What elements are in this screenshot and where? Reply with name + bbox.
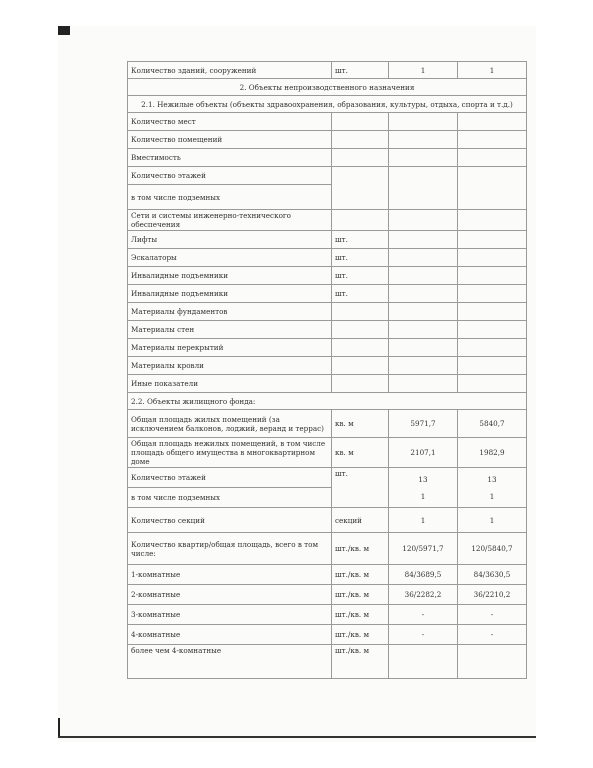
row-label: Количество этажей [128, 167, 332, 185]
unit-cell: шт./кв. м [332, 533, 389, 565]
page-edge [58, 736, 536, 738]
underground-floors-value: 1 [489, 491, 495, 501]
value-cell: 1 [458, 508, 527, 533]
table-row [128, 565, 527, 585]
table-row [128, 625, 527, 645]
row-label: Общая площадь жилых помещений (за исключением балконов, лоджий, веранд и террас) [128, 410, 332, 438]
floors-value: 13 [418, 474, 428, 484]
unit-cell: шт. [332, 231, 389, 249]
row-label: Количество секций [128, 508, 332, 533]
unit-cell: секций [332, 508, 389, 533]
row-label: Общая площадь нежилых помещений, в том числе площадь общего имущества в многоквартирном доме [128, 438, 332, 468]
row-label: Количество помещений [128, 131, 332, 149]
row-label: Вместимость [128, 149, 332, 167]
row-label: Материалы перекрытий [128, 339, 332, 357]
value-cell: 1982,9 [458, 438, 527, 468]
row-label: Эскалаторы [128, 249, 332, 267]
value-cell: 1 [389, 508, 458, 533]
subsection-title: 2.1. Нежилые объекты (объекты здравоохранения, образования, культуры, отдыха, спорта и т.д.) [128, 96, 527, 113]
value-cell [458, 468, 527, 508]
table-row [128, 468, 527, 488]
unit-cell: шт. [332, 468, 389, 508]
value-cell: 1 [458, 62, 527, 79]
building-characteristics-table [127, 61, 527, 679]
unit-cell [332, 303, 389, 321]
subsection-title: 2.2. Объекты жилищного фонда: [128, 393, 527, 410]
table-row [128, 508, 527, 533]
row-label: Количество квартир/общая площадь, всего в том числе: [128, 533, 332, 565]
unit-cell [332, 375, 389, 393]
table-row [128, 410, 527, 438]
row-label: более чем 4-комнатные [128, 645, 332, 679]
value-cell: 120/5840,7 [458, 533, 527, 565]
unit-cell: кв. м [332, 438, 389, 468]
unit-cell [332, 339, 389, 357]
section-title: 2. Объекты непроизводственного назначения [128, 79, 527, 96]
value-cell: 84/3630,5 [458, 565, 527, 585]
table-row [128, 339, 527, 357]
value-cell: - [389, 605, 458, 625]
table-row [128, 231, 527, 249]
section-title-row [128, 96, 527, 113]
table-row [128, 645, 527, 679]
section-title-row [128, 393, 527, 410]
table-row [128, 167, 527, 185]
row-label: Лифты [128, 231, 332, 249]
table-row [128, 210, 527, 231]
floors-value: 13 [487, 474, 497, 484]
row-label: Материалы кровли [128, 357, 332, 375]
table-row [128, 249, 527, 267]
unit-cell [332, 357, 389, 375]
unit-cell [332, 321, 389, 339]
row-label: Сети и системы инженерно-технического обеспечения [128, 210, 332, 231]
unit-cell: шт./кв. м [332, 565, 389, 585]
table-row [128, 321, 527, 339]
table-row [128, 357, 527, 375]
row-label: Иные показатели [128, 375, 332, 393]
table-row [128, 149, 527, 167]
row-label: Инвалидные подъемники [128, 285, 332, 303]
row-label: Материалы стен [128, 321, 332, 339]
table-row [128, 285, 527, 303]
value-cell: - [458, 625, 527, 645]
value-cell: 120/5971,7 [389, 533, 458, 565]
scan-mark [58, 26, 70, 35]
scan-mark [58, 718, 60, 738]
row-label: Инвалидные подъемники [128, 267, 332, 285]
unit-cell [332, 149, 389, 167]
table-row [128, 62, 527, 79]
table-row [128, 375, 527, 393]
row-label: в том числе подземных [128, 185, 332, 210]
row-label: Количество зданий, сооружений [128, 62, 332, 79]
value-cell [458, 645, 527, 679]
unit-cell: шт./кв. м [332, 645, 389, 679]
section-title-row [128, 79, 527, 96]
value-cell: 2107,1 [389, 438, 458, 468]
unit-cell [332, 131, 389, 149]
value-cell: 36/2210,2 [458, 585, 527, 605]
row-label: 4-комнатные [128, 625, 332, 645]
table-row [128, 303, 527, 321]
table-row [128, 113, 527, 131]
row-label: Количество мест [128, 113, 332, 131]
value-cell: - [389, 625, 458, 645]
value-cell: - [458, 605, 527, 625]
value-cell: 5971,7 [389, 410, 458, 438]
unit-cell: шт./кв. м [332, 585, 389, 605]
table-row [128, 131, 527, 149]
unit-cell: кв. м [332, 410, 389, 438]
value-cell: 1 [389, 62, 458, 79]
unit-cell: шт./кв. м [332, 625, 389, 645]
table-row [128, 438, 527, 468]
row-label: 3-комнатные [128, 605, 332, 625]
row-label: Материалы фундаментов [128, 303, 332, 321]
value-cell: 36/2282,2 [389, 585, 458, 605]
value-cell [389, 645, 458, 679]
table-row [128, 585, 527, 605]
unit-cell [332, 113, 389, 131]
unit-cell: шт. [332, 62, 389, 79]
value-cell: 5840,7 [458, 410, 527, 438]
value-cell: 84/3689,5 [389, 565, 458, 585]
table-row [128, 533, 527, 565]
underground-floors-value: 1 [420, 491, 426, 501]
table-row [128, 605, 527, 625]
row-label: 1-комнатные [128, 565, 332, 585]
unit-cell: шт. [332, 249, 389, 267]
table-row [128, 267, 527, 285]
unit-cell: шт. [332, 285, 389, 303]
row-label: 2-комнатные [128, 585, 332, 605]
unit-cell [332, 210, 389, 231]
unit-cell: шт./кв. м [332, 605, 389, 625]
row-label: Количество этажей [128, 468, 332, 488]
value-cell [389, 468, 458, 508]
unit-cell: шт. [332, 267, 389, 285]
row-label: в том числе подземных [128, 488, 332, 508]
